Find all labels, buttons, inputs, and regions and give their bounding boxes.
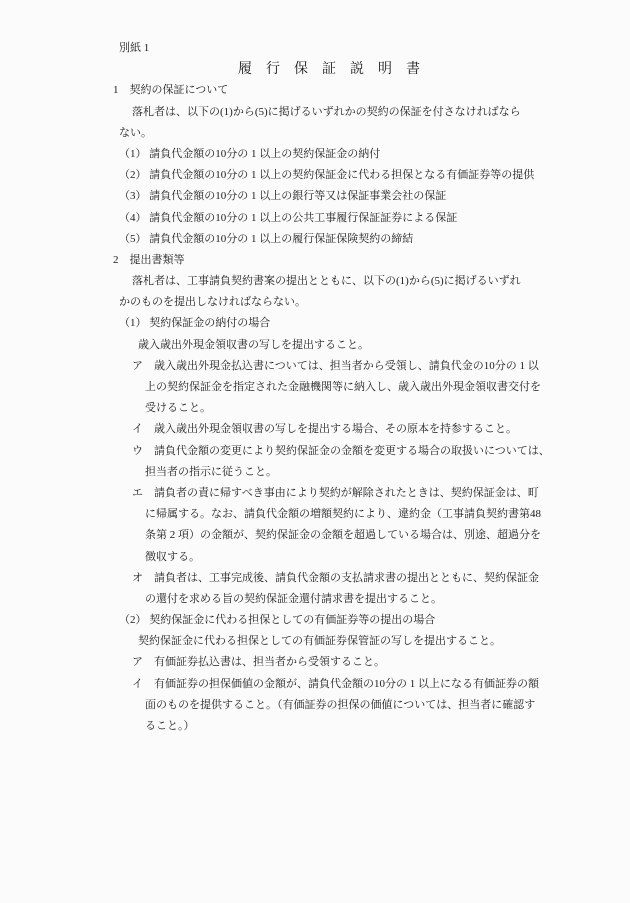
document-line: 落札者は、以下の(1)から(5)に掲げるいずれかの契約の保証を付さなければなら <box>132 105 521 118</box>
document-line: ア 有価証券払込書は、担当者から受領すること。 <box>132 656 385 669</box>
document-line: （5） 請負代金額の10分の 1 以上の履行保証保険契約の締結 <box>119 232 414 245</box>
document-line: ない。 <box>119 126 152 139</box>
document-line: （3） 請負代金額の10分の 1 以上の銀行等又は保証事業会社の保証 <box>119 190 447 203</box>
document-line: 2 提出書類等 <box>113 253 185 266</box>
document-line: 1 契約の保証について <box>113 84 229 97</box>
document-line: かのものを提出しなければならない。 <box>119 296 306 309</box>
document-line: 徴収する。 <box>145 550 200 563</box>
document-line: 落札者は、工事請負契約書案の提出とともに、以下の(1)から(5)に掲げるいずれ <box>132 275 521 288</box>
document-line: イ 歳入歳出外現金領収書の写しを提出する場合、その原本を持参すること。 <box>132 423 517 436</box>
document-line: オ 請負者は、工事完成後、請負代金額の支払請求書の提出とともに、契約保証金 <box>132 571 539 584</box>
document-line: ウ 請負代金額の変更により契約保証金の金額を変更する場合の取扱いについては、 <box>132 444 550 457</box>
document-line: （1） 請負代金額の10分の 1 以上の契約保証金の納付 <box>119 147 381 160</box>
document-line: 歳入歳出外現金領収書の写しを提出すること。 <box>138 338 369 351</box>
document-line: 面のものを提供すること。（有価証券の担保の価値については、担当者に確認す <box>145 698 536 711</box>
document-line: 担当者の指示に従うこと。 <box>145 465 277 478</box>
document-line: 上の契約保証金を指定された金融機関等に納入し、歳入歳出外現金領収書交付を <box>145 381 541 393</box>
document-line: 契約保証金に代わる担保としての有価証券保管証の写しを提出すること。 <box>138 635 501 648</box>
document-line: （2） 契約保証金に代わる担保としての有価証券等の提出の場合 <box>119 614 436 627</box>
document-line: ア 歳入歳出外現金払込書については、担当者から受領し、請負代金の10分の 1 以 <box>132 359 539 372</box>
document-line: 受けること。 <box>145 402 211 415</box>
document-line: イ 有価証券の担保価値の金額が、請負代金額の10分の 1 以上になる有価証券の額 <box>132 677 539 690</box>
document-line: の還付を求める旨の契約保証金還付請求書を提出すること。 <box>145 592 442 605</box>
document-line: に帰属する。なお、請負代金額の増額契約により、違約金（工事請負契約書第48 <box>145 508 541 521</box>
document-line: （1） 契約保証金の納付の場合 <box>119 317 271 330</box>
document-line: （2） 請負代金額の10分の 1 以上の契約保証金に代わる担保となる有価証券等の提供 <box>119 169 535 182</box>
attachment-label: 別紙 1 <box>119 42 150 54</box>
document-line: （4） 請負代金額の10分の 1 以上の公共工事履行保証証券による保証 <box>119 211 458 224</box>
document-line: エ 請負者の責に帰すべき事由により契約が解除されたときは、契約保証金は、町 <box>132 486 539 499</box>
document-line: ること。） <box>145 720 195 732</box>
page-title: 履 行 保 証 説 明 書 <box>238 62 420 78</box>
document-lines <box>0 80 630 737</box>
document-line: 条第 2 項）の金額が、契約保証金の金額を超過している場合は、別途、超過分を <box>145 529 541 542</box>
